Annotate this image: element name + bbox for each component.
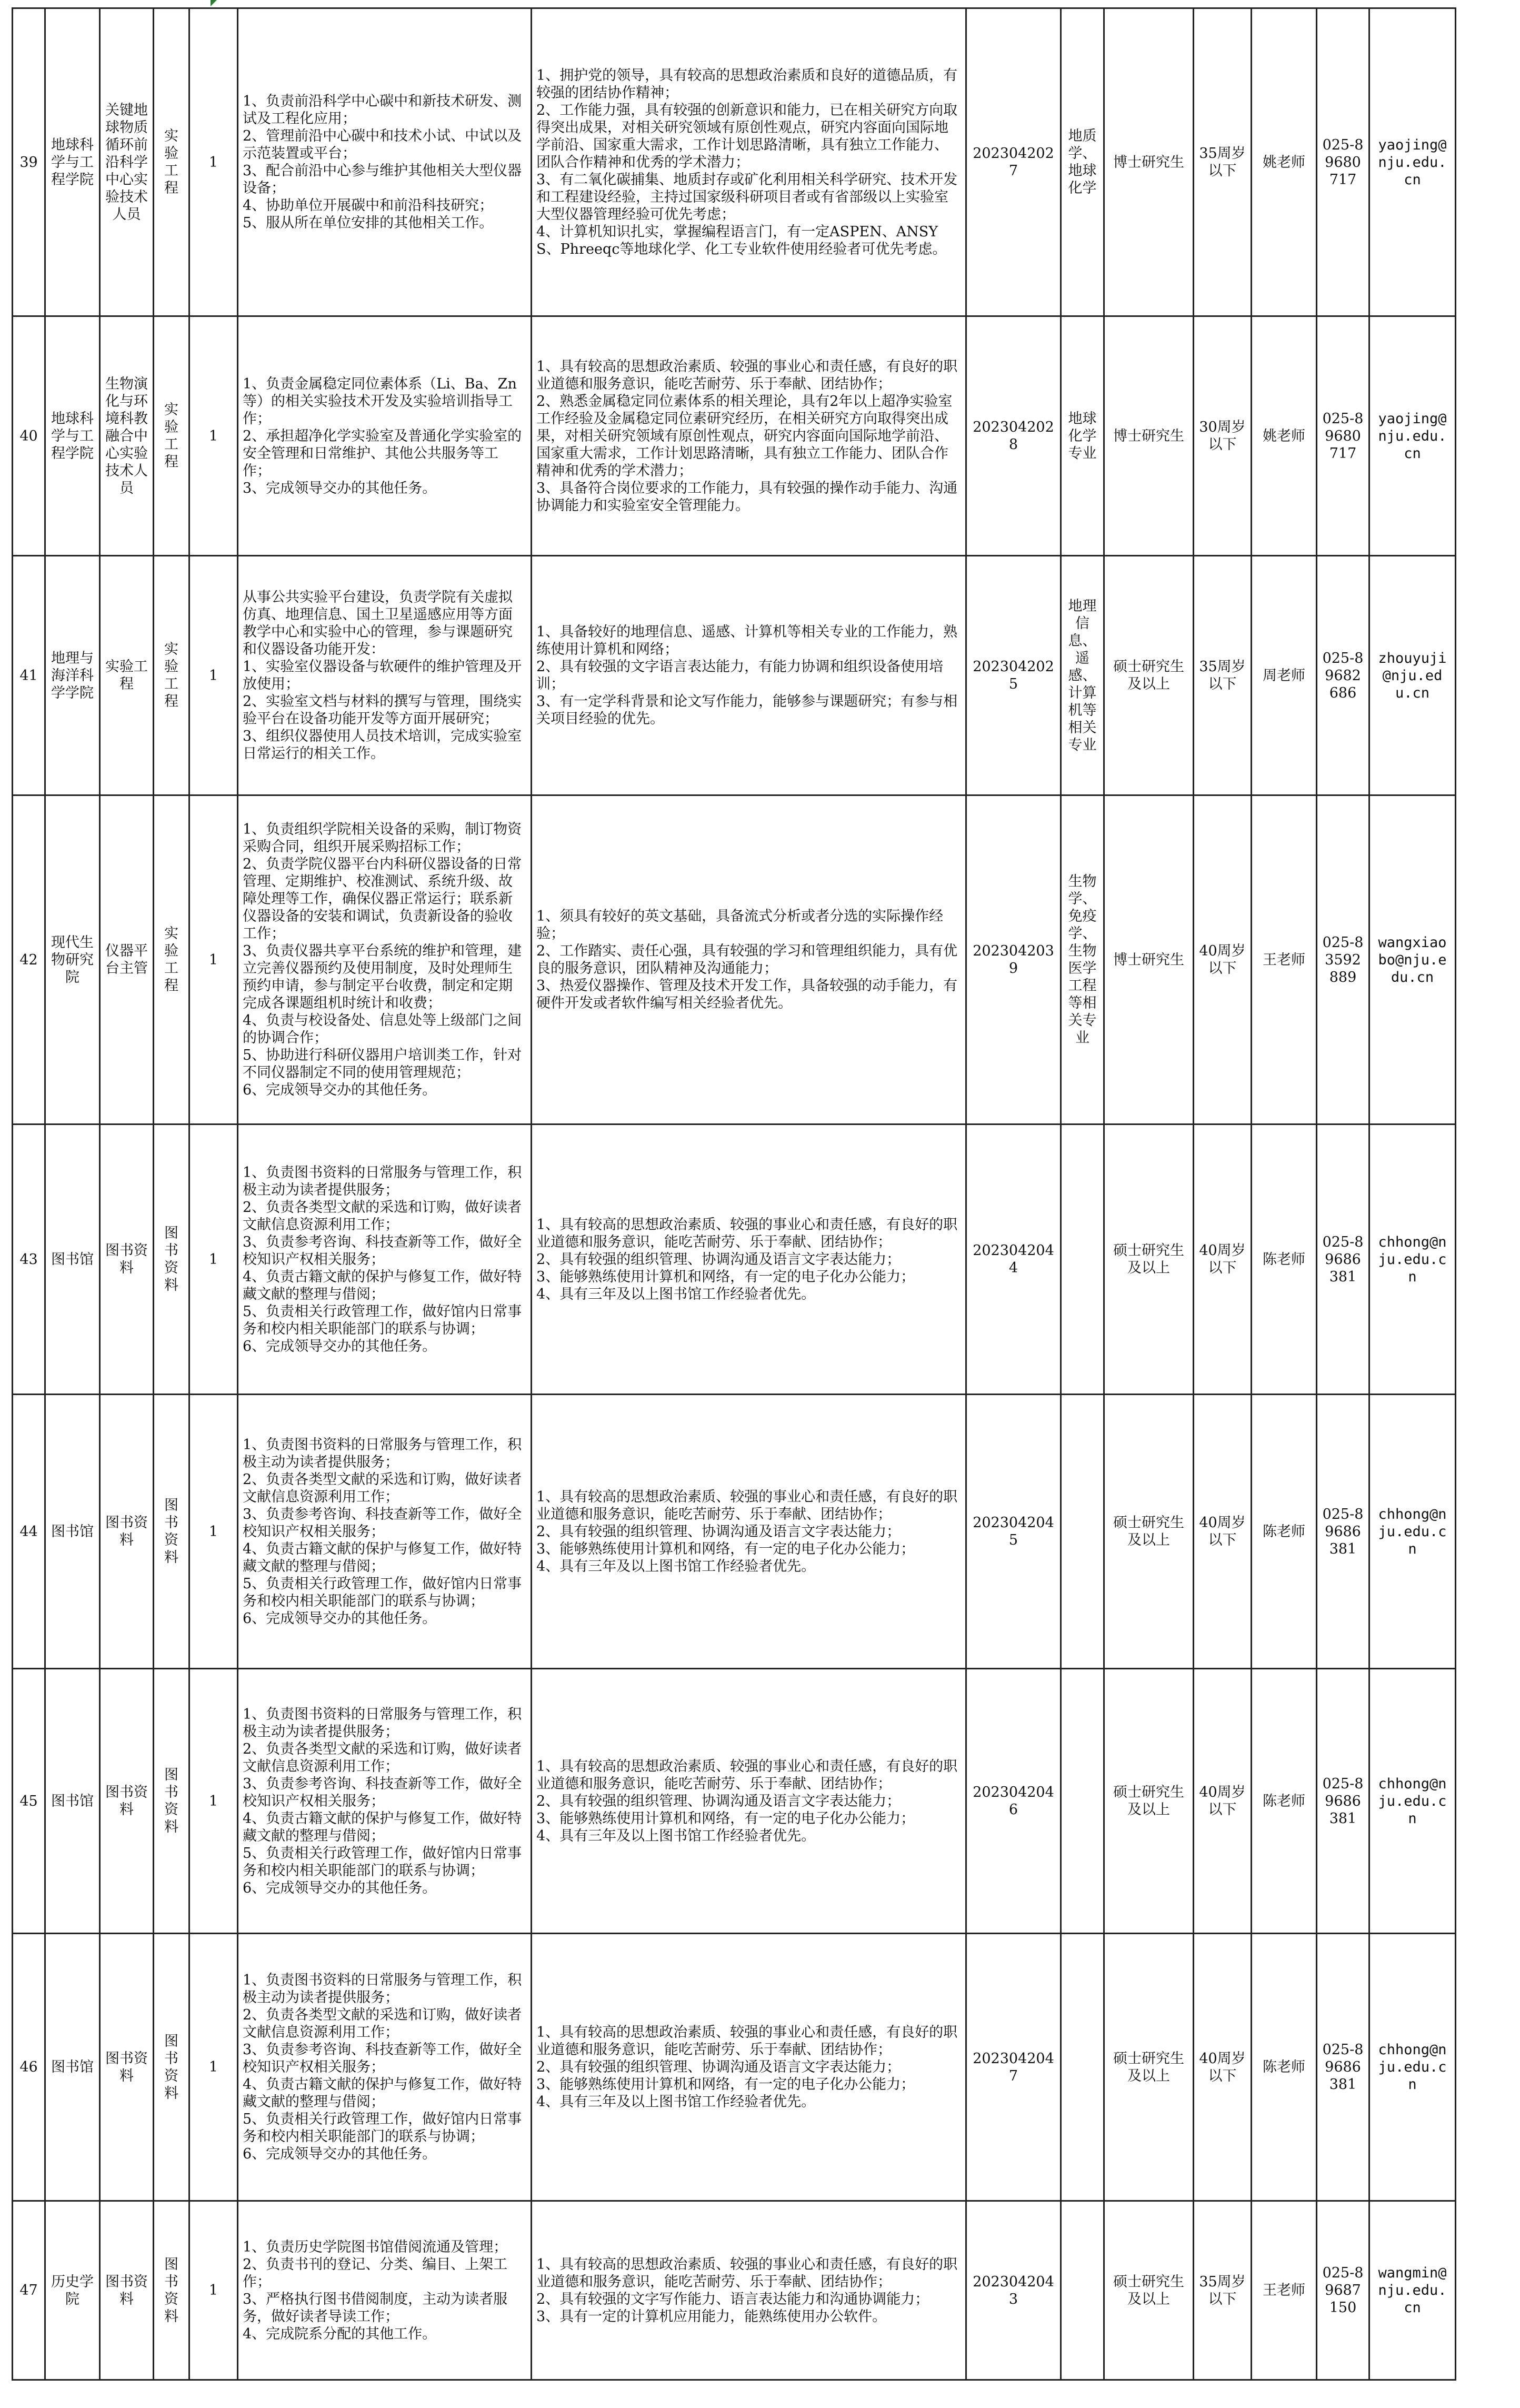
major-requirement: 生物学、免疫学、生物医学工程等相关专业: [1061, 795, 1104, 1125]
job-duties: 1、负责图书资料的日常服务与管理工作，积极主动为读者提供服务； 2、负责各类型文献的采选和订购，做好读者文献信息资源利用工作； 3、负责参考咨询、科技查新等工作，做好全校知识产权相关服务； 4、负责古籍文献的保护与修复工作，做好特藏文献的整理与借阅； 5、负责相关行政管理工作，做好馆内日常事务和校内相关职能部门的联系与协调； 6、完成领导交办的其他任务。: [238, 1934, 532, 2201]
headcount: 1: [189, 1669, 238, 1934]
degree-requirement: 硕士研究生及以上: [1104, 2201, 1194, 2380]
degree-requirement: 硕士研究生及以上: [1104, 556, 1194, 795]
hiring-unit: 图书馆: [45, 1125, 100, 1395]
contact-person: 陈老师: [1252, 1934, 1317, 2201]
degree-requirement: 博士研究生: [1104, 795, 1194, 1125]
position-name: 图书资料: [100, 1125, 154, 1395]
position-category: 实验工程: [154, 556, 189, 795]
major-requirement: [1061, 1125, 1104, 1395]
headcount: 1: [189, 8, 238, 316]
job-requirements: 1、具有较高的思想政治素质、较强的事业心和责任感，有良好的职业道德和服务意识，能吃苦耐劳、乐于奉献、团结协作； 2、熟悉金属稳定同位素体系的相关理论，具有2年以上超净实验室工作经验及金属稳定同位素研究经历，在相关研究方向取得突出成果，对相关研究领域有原创性观点，研究内容面向国际地学前沿、国家重大需求，工作计划思路清晰，具有独立工作能力、团队合作精神和优秀的学术潜力； 3、具备符合岗位要求的工作能力，具有较强的操作动手能力、沟通协调能力和实验室安全管理能力。: [532, 316, 966, 556]
contact-person: 陈老师: [1252, 1395, 1317, 1669]
position-category: 图书资料: [154, 1934, 189, 2201]
contact-person: 王老师: [1252, 2201, 1317, 2380]
hiring-unit: 地理与海洋科学学院: [45, 556, 100, 795]
hiring-unit: 图书馆: [45, 1669, 100, 1934]
contact-email: chhong@nju.edu.cn: [1369, 1125, 1456, 1395]
age-requirement: 35周岁以下: [1194, 556, 1252, 795]
position-code: 2023042044: [966, 1125, 1061, 1395]
row-number: 45: [13, 1669, 45, 1934]
row-number: 44: [13, 1395, 45, 1669]
contact-phone: 025-89686381: [1317, 1934, 1369, 2201]
table-row: [13, 556, 1456, 795]
age-requirement: 40周岁以下: [1194, 795, 1252, 1125]
position-code: 2023042047: [966, 1934, 1061, 2201]
contact-person: 姚老师: [1252, 316, 1317, 556]
table-row: [13, 1395, 1456, 1669]
age-requirement: 40周岁以下: [1194, 1934, 1252, 2201]
headcount: 1: [189, 556, 238, 795]
position-category: 图书资料: [154, 2201, 189, 2380]
table-row: [13, 8, 1456, 316]
contact-phone: 025-89686381: [1317, 1669, 1369, 1934]
contact-phone: 025-89680717: [1317, 316, 1369, 556]
contact-phone: 025-83592889: [1317, 795, 1369, 1125]
job-requirements: 1、具备较好的地理信息、遥感、计算机等相关专业的工作能力，熟练使用计算机和网络； 2、具有较强的文字语言表达能力，有能力协调和组织设备使用培训； 3、有一定学科背景和论文写作能力，能够参与课题研究；有参与相关项目经验的优先。: [532, 556, 966, 795]
job-requirements: 1、具有较高的思想政治素质、较强的事业心和责任感，有良好的职业道德和服务意识，能吃苦耐劳、乐于奉献、团结协作； 2、具有较强的组织管理、协调沟通及语言文字表达能力； 3、能够熟练使用计算机和网络，有一定的电子化办公能力； 4、具有三年及以上图书馆工作经验者优先。: [532, 1669, 966, 1934]
headcount: 1: [189, 316, 238, 556]
contact-email: wangmin@nju.edu.cn: [1369, 2201, 1456, 2380]
position-name: 实验工程: [100, 556, 154, 795]
table-row: [13, 1934, 1456, 2201]
degree-requirement: 硕士研究生及以上: [1104, 1934, 1194, 2201]
position-name: 图书资料: [100, 1934, 154, 2201]
row-number: 40: [13, 316, 45, 556]
hiring-unit: 历史学院: [45, 2201, 100, 2380]
major-requirement: 地理信息、遥感、计算机等相关专业: [1061, 556, 1104, 795]
position-name: 生物演化与环境科教融合中心实验技术人员: [100, 316, 154, 556]
position-code: 2023042025: [966, 556, 1061, 795]
position-name: 仪器平台主管: [100, 795, 154, 1125]
recruitment-table: [12, 7, 1456, 2381]
position-code: 2023042028: [966, 316, 1061, 556]
position-category: 实验工程: [154, 8, 189, 316]
position-code: 2023042046: [966, 1669, 1061, 1934]
position-category: 实验工程: [154, 795, 189, 1125]
contact-person: 陈老师: [1252, 1669, 1317, 1934]
hiring-unit: 地球科学与工程学院: [45, 8, 100, 316]
row-number: 47: [13, 2201, 45, 2380]
position-code: 2023042045: [966, 1395, 1061, 1669]
job-requirements: 1、具有较高的思想政治素质、较强的事业心和责任感，有良好的职业道德和服务意识，能吃苦耐劳、乐于奉献、团结协作； 2、具有较强的文字写作能力、语言表达能力和沟通协调能力； 3、具有一定的计算机应用能力，能熟练使用办公软件。: [532, 2201, 966, 2380]
headcount: 1: [189, 2201, 238, 2380]
position-code: 2023042027: [966, 8, 1061, 316]
age-requirement: 40周岁以下: [1194, 1125, 1252, 1395]
contact-email: chhong@nju.edu.cn: [1369, 1934, 1456, 2201]
major-requirement: 地质学、地球化学: [1061, 8, 1104, 316]
age-requirement: 40周岁以下: [1194, 1669, 1252, 1934]
row-number: 39: [13, 8, 45, 316]
job-duties: 1、负责金属稳定同位素体系（Li、Ba、Zn等）的相关实验技术开发及实验培训指导工作； 2、承担超净化学实验室及普通化学实验室的安全管理和日常维护、其他公共服务等工作； 3、完成领导交办的其他任务。: [238, 316, 532, 556]
contact-phone: 025-89687150: [1317, 2201, 1369, 2380]
cell-corner-marker: [211, 0, 217, 6]
contact-email: chhong@nju.edu.cn: [1369, 1395, 1456, 1669]
job-duties: 1、负责前沿科学中心碳中和新技术研发、测试及工程化应用； 2、管理前沿中心碳中和技术小试、中试以及示范装置或平台； 3、配合前沿中心参与维护其他相关大型仪器设备； 4、协助单位开展碳中和前沿科技研究； 5、服从所在单位安排的其他相关工作。: [238, 8, 532, 316]
age-requirement: 35周岁以下: [1194, 2201, 1252, 2380]
degree-requirement: 硕士研究生及以上: [1104, 1125, 1194, 1395]
job-duties: 从事公共实验平台建设，负责学院有关虚拟仿真、地理信息、国土卫星遥感应用等方面教学中心和实验中心的管理，参与课题研究和仪器设备功能开发： 1、实验室仪器设备与软硬件的维护管理及开放使用； 2、实验室文档与材料的撰写与管理，围绕实验平台在设备功能开发等方面开展研究； 3、组织仪器使用人员技术培训，完成实验室日常运行的相关工作。: [238, 556, 532, 795]
row-number: 43: [13, 1125, 45, 1395]
hiring-unit: 图书馆: [45, 1395, 100, 1669]
table-row: [13, 316, 1456, 556]
job-requirements: 1、具有较高的思想政治素质、较强的事业心和责任感，有良好的职业道德和服务意识，能吃苦耐劳、乐于奉献、团结协作； 2、具有较强的组织管理、协调沟通及语言文字表达能力； 3、能够熟练使用计算机和网络，有一定的电子化办公能力； 4、具有三年及以上图书馆工作经验者优先。: [532, 1934, 966, 2201]
table-row: [13, 1125, 1456, 1395]
major-requirement: [1061, 1669, 1104, 1934]
contact-email: yaojing@nju.edu.cn: [1369, 8, 1456, 316]
job-duties: 1、负责组织学院相关设备的采购，制订物资采购合同，组织开展采购招标工作； 2、负责学院仪器平台内科研仪器设备的日常管理、定期维护、校准测试、系统升级、故障处理等工作，确保仪器正常运行；联系新仪器设备的安装和调试，负责新设备的验收工作； 3、负责仪器共享平台系统的维护和管理，建立完善仪器预约及使用制度，及时处理师生预约申请，参与制定平台收费，制定和定期完成各课题组机时统计和收费； 4、负责与校设备处、信息处等上级部门之间的协调合作； 5、协助进行科研仪器用户培训类工作，针对不同仪器制定不同的使用管理规范； 6、完成领导交办的其他任务。: [238, 795, 532, 1125]
major-requirement: [1061, 1934, 1104, 2201]
position-code: 2023042039: [966, 795, 1061, 1125]
table-row: [13, 2201, 1456, 2380]
job-requirements: 1、拥护党的领导，具有较高的思想政治素质和良好的道德品质，有较强的团结协作精神； 2、工作能力强，具有较强的创新意识和能力，已在相关研究方向取得突出成果，对相关研究领域有原创性观点，研究内容面向国际地学前沿、国家重大需求，工作计划思路清晰，具有独立工作能力、团队合作精神和优秀的学术潜力； 3、有二氧化碳捕集、地质封存或矿化利用相关科学研究、技术开发和工程建设经验，主持过国家级科研项目者或有省部级以上实验室大型仪器管理经验可优先考虑； 4、计算机知识扎实，掌握编程语言门，有一定ASPEN、ANSYS、Phreeqc等地球化学、化工专业软件使用经验者可优先考虑。: [532, 8, 966, 316]
position-category: 实验工程: [154, 316, 189, 556]
position-name: 图书资料: [100, 2201, 154, 2380]
position-category: 图书资料: [154, 1669, 189, 1934]
age-requirement: 40周岁以下: [1194, 1395, 1252, 1669]
contact-phone: 025-89686381: [1317, 1125, 1369, 1395]
headcount: 1: [189, 1125, 238, 1395]
contact-person: 姚老师: [1252, 8, 1317, 316]
contact-person: 陈老师: [1252, 1125, 1317, 1395]
job-requirements: 1、具有较高的思想政治素质、较强的事业心和责任感，有良好的职业道德和服务意识，能吃苦耐劳、乐于奉献、团结协作； 2、具有较强的组织管理、协调沟通及语言文字表达能力； 3、能够熟练使用计算机和网络，有一定的电子化办公能力； 4、具有三年及以上图书馆工作经验者优先。: [532, 1125, 966, 1395]
job-duties: 1、负责历史学院图书馆借阅流通及管理； 2、负责书刊的登记、分类、编目、上架工作； 3、严格执行图书借阅制度，主动为读者服务，做好读者导读工作； 4、完成院系分配的其他工作。: [238, 2201, 532, 2380]
degree-requirement: 博士研究生: [1104, 316, 1194, 556]
contact-email: yaojing@nju.edu.cn: [1369, 316, 1456, 556]
contact-person: 周老师: [1252, 556, 1317, 795]
age-requirement: 35周岁以下: [1194, 8, 1252, 316]
table-row: [13, 795, 1456, 1125]
degree-requirement: 博士研究生: [1104, 8, 1194, 316]
table-row: [13, 1669, 1456, 1934]
degree-requirement: 硕士研究生及以上: [1104, 1395, 1194, 1669]
headcount: 1: [189, 1395, 238, 1669]
hiring-unit: 现代生物研究院: [45, 795, 100, 1125]
headcount: 1: [189, 795, 238, 1125]
job-requirements: 1、须具有较好的英文基础，具备流式分析或者分选的实际操作经验； 2、工作踏实、责任心强，具有较强的学习和管理组织能力，具有优良的服务意识，团队精神及沟通能力； 3、热爱仪器操作、管理及技术开发工作，具备较强的动手能力，有硬件开发或者软件编写相关经验者优先。: [532, 795, 966, 1125]
contact-email: wangxiaobo@nju.edu.cn: [1369, 795, 1456, 1125]
row-number: 46: [13, 1934, 45, 2201]
job-duties: 1、负责图书资料的日常服务与管理工作，积极主动为读者提供服务； 2、负责各类型文献的采选和订购，做好读者文献信息资源利用工作； 3、负责参考咨询、科技查新等工作，做好全校知识产权相关服务； 4、负责古籍文献的保护与修复工作，做好特藏文献的整理与借阅； 5、负责相关行政管理工作，做好馆内日常事务和校内相关职能部门的联系与协调； 6、完成领导交办的其他任务。: [238, 1395, 532, 1669]
major-requirement: [1061, 1395, 1104, 1669]
job-requirements: 1、具有较高的思想政治素质、较强的事业心和责任感，有良好的职业道德和服务意识，能吃苦耐劳、乐于奉献、团结协作； 2、具有较强的组织管理、协调沟通及语言文字表达能力； 3、能够熟练使用计算机和网络，有一定的电子化办公能力； 4、具有三年及以上图书馆工作经验者优先。: [532, 1395, 966, 1669]
hiring-unit: 地球科学与工程学院: [45, 316, 100, 556]
job-duties: 1、负责图书资料的日常服务与管理工作，积极主动为读者提供服务； 2、负责各类型文献的采选和订购，做好读者文献信息资源利用工作； 3、负责参考咨询、科技查新等工作，做好全校知识产权相关服务； 4、负责古籍文献的保护与修复工作，做好特藏文献的整理与借阅； 5、负责相关行政管理工作，做好馆内日常事务和校内相关职能部门的联系与协调； 6、完成领导交办的其他任务。: [238, 1669, 532, 1934]
contact-phone: 025-89686381: [1317, 1395, 1369, 1669]
position-name: 图书资料: [100, 1395, 154, 1669]
position-name: 图书资料: [100, 1669, 154, 1934]
contact-phone: 025-89682686: [1317, 556, 1369, 795]
position-category: 图书资料: [154, 1395, 189, 1669]
major-requirement: 地球化学专业: [1061, 316, 1104, 556]
position-code: 2023042043: [966, 2201, 1061, 2380]
headcount: 1: [189, 1934, 238, 2201]
row-number: 41: [13, 556, 45, 795]
contact-email: chhong@nju.edu.cn: [1369, 1669, 1456, 1934]
row-number: 42: [13, 795, 45, 1125]
position-name: 关键地球物质循环前沿科学中心实验技术人员: [100, 8, 154, 316]
table-body: [13, 8, 1456, 2380]
contact-email: zhouyuji@nju.edu.cn: [1369, 556, 1456, 795]
contact-person: 王老师: [1252, 795, 1317, 1125]
position-category: 图书资料: [154, 1125, 189, 1395]
contact-phone: 025-89680717: [1317, 8, 1369, 316]
major-requirement: [1061, 2201, 1104, 2380]
job-duties: 1、负责图书资料的日常服务与管理工作，积极主动为读者提供服务； 2、负责各类型文献的采选和订购，做好读者文献信息资源利用工作； 3、负责参考咨询、科技查新等工作，做好全校知识产权相关服务； 4、负责古籍文献的保护与修复工作，做好特藏文献的整理与借阅； 5、负责相关行政管理工作，做好馆内日常事务和校内相关职能部门的联系与协调； 6、完成领导交办的其他任务。: [238, 1125, 532, 1395]
age-requirement: 30周岁以下: [1194, 316, 1252, 556]
hiring-unit: 图书馆: [45, 1934, 100, 2201]
degree-requirement: 硕士研究生及以上: [1104, 1669, 1194, 1934]
